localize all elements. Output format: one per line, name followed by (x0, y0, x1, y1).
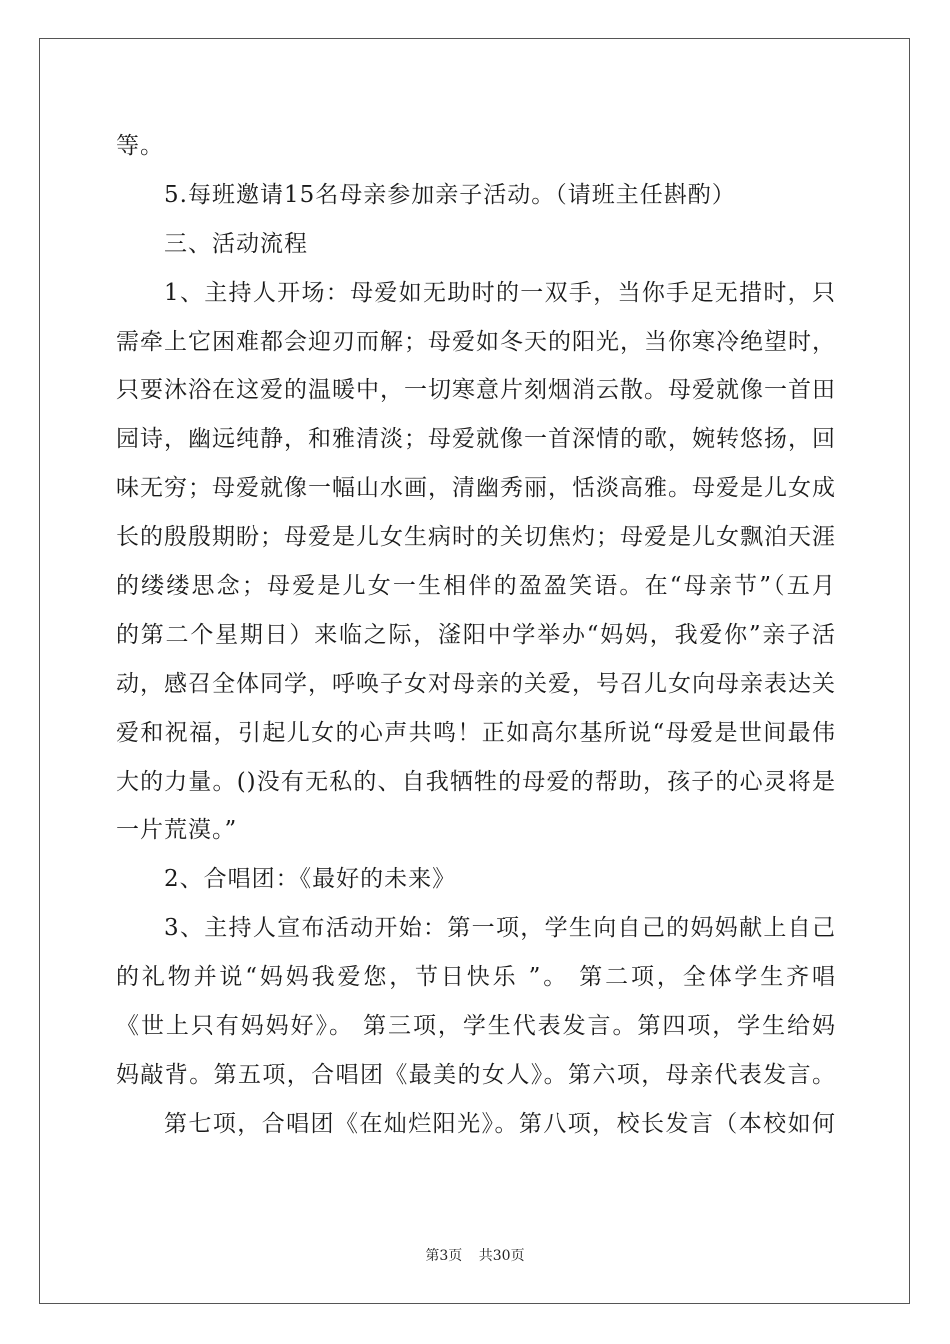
text-line: 的缕缕思念；母爱是儿女一生相伴的盈盈笑语。在“母亲节”（五月 (116, 573, 836, 600)
text-line: 爱和祝福，引起儿女的心声共鸣！正如高尔基所说“母爱是世间最伟 (116, 719, 836, 746)
text-line: 妈敲背。第五项，合唱团《最美的女人》。第六项，母亲代表发言。 (116, 1061, 836, 1088)
text-line: 一片荒漠。” (116, 817, 238, 844)
text-line: 只要沐浴在这爱的温暖中，一切寒意片刻烟消云散。母爱就像一首田 (116, 377, 836, 404)
page-total: 共30页 (478, 1248, 525, 1264)
text-line: 园诗，幽远纯静，和雅清淡；母爱就像一首深情的歌，婉转悠扬，回 (116, 426, 836, 453)
text-line: 长的殷殷期盼；母爱是儿女生病时的关切焦灼；母爱是儿女飘泊天涯 (116, 524, 836, 551)
text-line: 需牵上它困难都会迎刃而解；母爱如冬天的阳光，当你寒冷绝望时， (116, 328, 836, 355)
text-line: 1、主持人开场：母爱如无助时的一双手，当你手足无措时，只 (164, 279, 836, 306)
text-line: 的第二个星期日）来临之际，滏阳中学举办“妈妈，我爱你”亲子活 (116, 621, 836, 648)
page-footer (0, 1245, 950, 1265)
text-line: 3、主持人宣布活动开始：第一项，学生向自己的妈妈献上自己 (164, 915, 836, 942)
text-line: 2、合唱团：《最好的未来》 (164, 866, 457, 893)
text-line: 三、活动流程 (164, 230, 308, 257)
text-line: 大的力量。()没有无私的、自我牺牲的母爱的帮助，孩子的心灵将是 (116, 768, 836, 795)
page-number: 第3页 (425, 1248, 463, 1264)
text-line: 等。 (116, 133, 164, 159)
text-line: 的礼物并说“妈妈我爱您，节日快乐 ”。 第二项，全体学生齐唱 (116, 964, 836, 991)
text-line: 动，感召全体同学，呼唤子女对母亲的关爱，号召儿女向母亲表达关 (116, 670, 836, 697)
text-line: 第七项，合唱团《在灿烂阳光》。第八项，校长发言（本校如何 (164, 1110, 836, 1137)
text-line: 《世上只有妈妈好》。 第三项，学生代表发言。第四项，学生给妈 (116, 1013, 836, 1040)
text-line: 味无穷；母爱就像一幅山水画，清幽秀丽，恬淡高雅。母爱是儿女成 (116, 475, 836, 502)
text-line: 5.每班邀请15名母亲参加亲子活动。（请班主任斟酌） (164, 181, 736, 208)
document-body (116, 122, 836, 1149)
